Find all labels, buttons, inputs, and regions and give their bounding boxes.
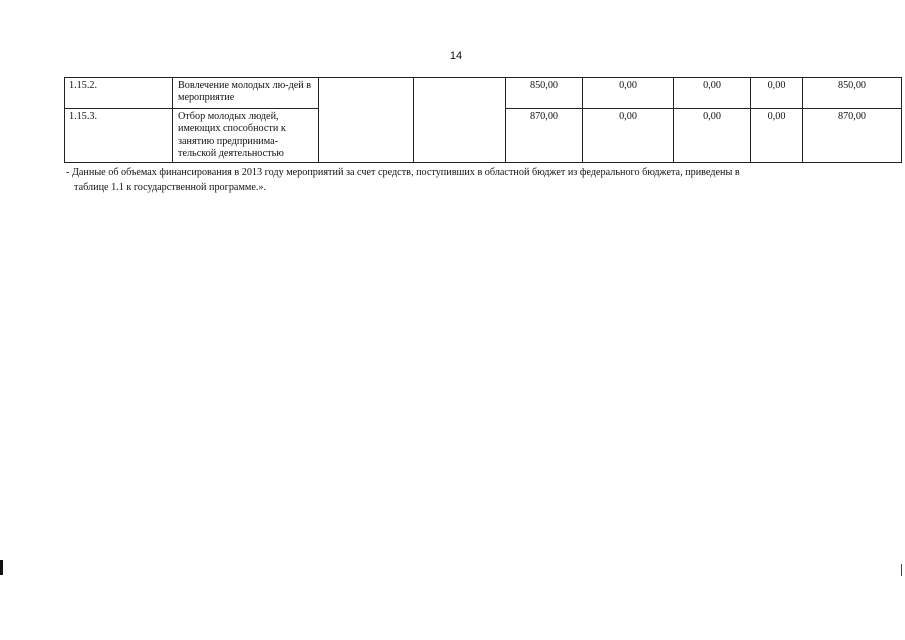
table-row [65, 78, 902, 109]
footnote-line-1: - Данные об объемах финансирования в 2013 году мероприятий за счет средств, поступивших в областной бюджет из федерального бюджета, приведены в [66, 167, 740, 178]
item-name: Вовлечение молодых лю-дей в мероприятие [173, 78, 319, 109]
amount-value-4: 0,00 [751, 78, 803, 109]
footnote [66, 166, 866, 195]
item-name: Отбор молодых людей, имеющих способности к занятию предпринима-тельской деятельностью [173, 109, 319, 163]
amount-total-1: 850,00 [506, 78, 583, 109]
amount-total-1: 870,00 [506, 109, 583, 163]
amount-value-5: 870,00 [803, 109, 902, 163]
merged-empty-cell [414, 78, 506, 163]
footnote-line-2: таблице 1.1 к государственной программе.». [74, 181, 267, 193]
merged-empty-cell [319, 78, 414, 163]
amount-value-3: 0,00 [674, 78, 751, 109]
scan-artifact-right [901, 564, 902, 576]
funding-table [64, 77, 902, 163]
amount-value-2: 0,00 [583, 109, 674, 163]
amount-value-2: 0,00 [583, 78, 674, 109]
scan-artifact-left [0, 560, 3, 575]
amount-value-5: 850,00 [803, 78, 902, 109]
page-number: 14 [449, 50, 463, 62]
item-code: 1.15.2. [65, 78, 173, 109]
amount-value-3: 0,00 [674, 109, 751, 163]
item-code: 1.15.3. [65, 109, 173, 163]
amount-value-4: 0,00 [751, 109, 803, 163]
